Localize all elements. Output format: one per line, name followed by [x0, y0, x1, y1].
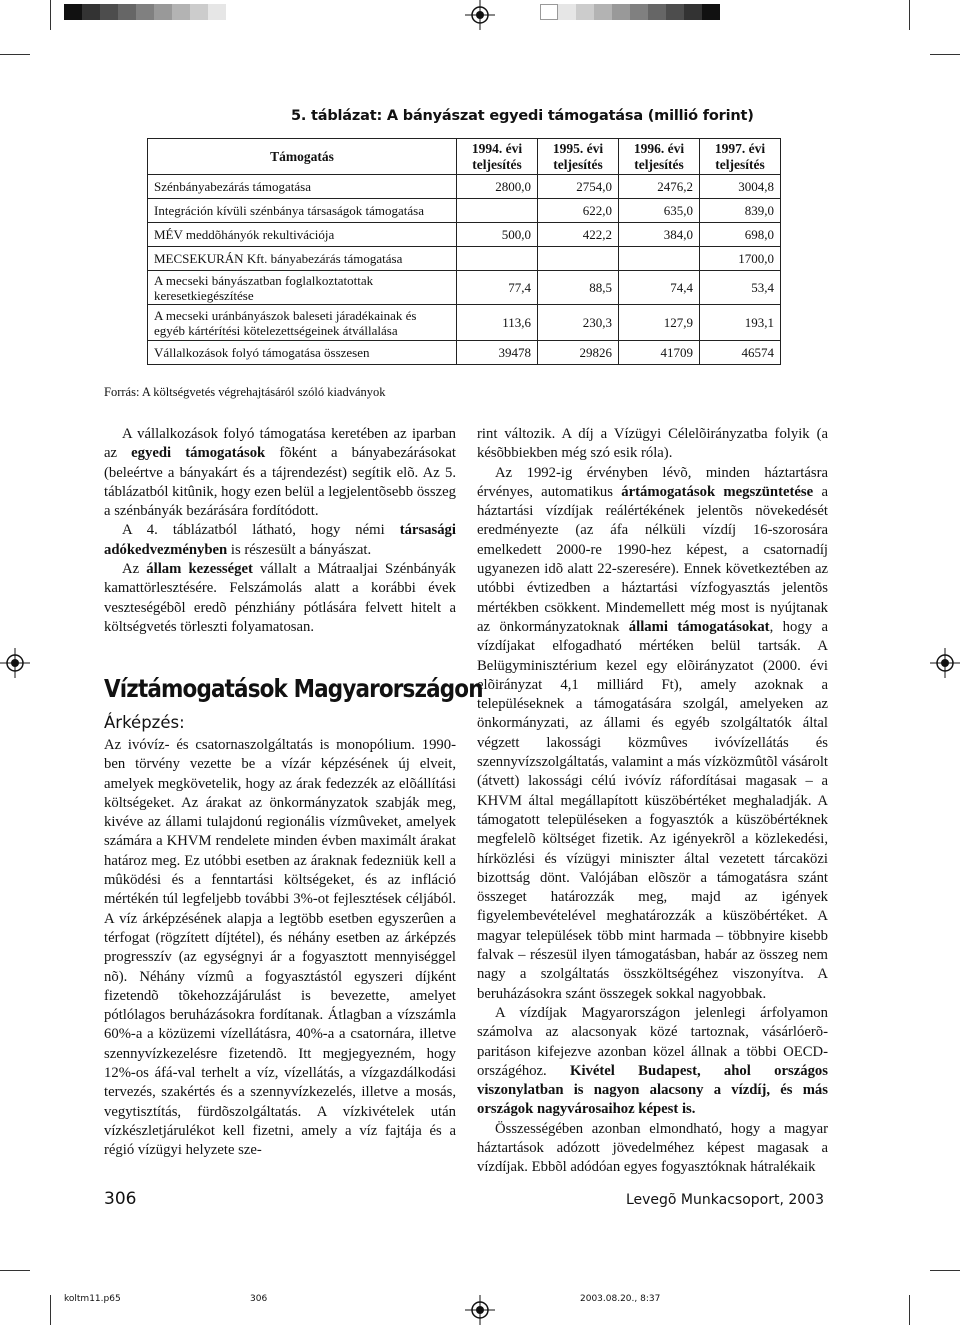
table-source: Forrás: A költségvetés végrehajtásáról szóló kiadványok: [104, 385, 386, 399]
crop-mark: [0, 1270, 30, 1271]
table-header-year: 1996. évi teljesítés: [619, 139, 700, 175]
crop-mark: [930, 1270, 960, 1271]
cell-1994: [457, 199, 538, 223]
paragraph: A 4. táblázatból látható, hogy némi társasági adókedvezményben is részesült a bányászat.: [104, 522, 456, 558]
paragraph: A vállalkozások folyó támogatása keretében az iparban az egyedi támogatások fõként a bányabezárásokat (beleértve a bányakárt és a tájrendezést) segítik elõ. Az 5. táblázatból kitûnik, hogy ezen belül a legjelentõsebb összeg a szénbányák bezárására fordítódott.: [104, 426, 456, 520]
cell-1994: 39478: [457, 341, 538, 365]
slug-file: koltm11.p65: [64, 1294, 121, 1304]
crop-mark: [909, 1295, 910, 1325]
cell-1994: 77,4: [457, 271, 538, 305]
slug-timestamp: 2003.08.20., 8:37: [580, 1294, 661, 1304]
crop-mark: [909, 0, 910, 30]
table-header-row: [148, 139, 781, 175]
slug-page: 306: [250, 1294, 268, 1304]
color-bar: [64, 4, 244, 20]
row-label: Integráción kívüli szénbánya társaságok támogatása: [148, 199, 457, 223]
cell-1995: 622,0: [538, 199, 619, 223]
paragraph: Az ivóvíz- és csatornaszolgáltatás is monopólium. 1990-ben törvény vezette be a vízár képzésének új elveit, amelyek megkövetelik, hogy az árak fedezzék az elõállítási költségeket. Az árakat az önkormányzatok szabják meg, kivéve az állami tulajdonú regionális vízmûveket, amelyek számára a KHVM rendelete minden évben maximált árakat határoz meg. Ez utóbbi esetben az áraknak fedezniük kell a mûködési és a fenntartási költségeket, és az infláció mértékén túl legfeljebb további 3%-ot fejlesztések céljából. A víz árképzésének alapja a legtöbb esetben egyszerûen a térfogat (rögzített díjtétel), és néhány esetben az árképzés progresszív (az egységnyi ár a fogyasztott mennyiséggel nõ). Néhány vízmû a fogyasztástól egyszeri díjként fizetendõ tõkehozzájárulást is bevezette, amelyet pótlólagos beruházásokra fordítanak. Átlagban a vízszámla 60%-a a közüzemi vízellátásra, 40%-a a csatornára, illetve szennyvízkezelésre fizetendõ. Itt megjegyezném, hogy 12%-os áfá-val terhelt a víz, vízellátás, a vízgazdálkodási tervezés, szakértés és a szennyvízkezelés, illetve a mosás, vegytisztítás, fürdõszolgáltatás. A vízkivételek után vízkészletjárulékot kell fizetni, amely a víz fajtája és a régió vízügyi helyzete sze-: [104, 737, 456, 1159]
cell-1996: 2476,2: [619, 175, 700, 199]
crop-mark: [0, 54, 30, 55]
cell-1997: 1700,0: [700, 247, 781, 271]
cell-1995: [538, 247, 619, 271]
cell-1997: 53,4: [700, 271, 781, 305]
row-label: Szénbányabezárás támogatása: [148, 175, 457, 199]
section-subheading: Árképzés:: [104, 713, 185, 732]
table-header-year: 1994. évi teljesítés: [457, 139, 538, 175]
crop-mark: [50, 1295, 51, 1325]
paragraph: Összességében azonban elmondható, hogy a magyar háztartások adózott jövedelméhez képest magasak a vízdíjak. Ebbõl adódóan egyes fogyasztóknak hátralékaik: [477, 1120, 828, 1176]
row-label: A mecseki uránbányászok baleseti járadékainak és egyéb kártérítési kötelezettségeinek átvállalása: [148, 305, 457, 341]
registration-mark-icon: [930, 648, 960, 678]
cell-1997: 698,0: [700, 223, 781, 247]
cell-1996: [619, 247, 700, 271]
cell-1997: 46574: [700, 341, 781, 365]
cell-1997: 193,1: [700, 305, 781, 341]
cell-1996: 74,4: [619, 271, 700, 305]
cell-1996: 384,0: [619, 223, 700, 247]
cell-1995: 88,5: [538, 271, 619, 305]
cell-1995: 230,3: [538, 305, 619, 341]
table-row: [148, 175, 781, 199]
registration-mark-icon: [465, 1295, 495, 1325]
section-heading: Víztámogatások Magyarországon: [104, 674, 483, 703]
cell-1997: 839,0: [700, 199, 781, 223]
cell-1994: 2800,0: [457, 175, 538, 199]
table-title: 5. táblázat: A bányászat egyedi támogatása (millió forint): [291, 108, 754, 124]
paragraph: A vízdíjak Magyarországon jelenlegi árfolyamon számolva az alacsonyak közé tartoznak, vásárlóerõ-paritáson kifejezve azonban közel állnak a többi OECD-országéhoz. Kivétel Budapest, ahol országos viszonylatban is nagyon alacsony a vízdíj, és más országok nagyvárosaihoz képest is.: [477, 1004, 828, 1118]
cell-1996: 127,9: [619, 305, 700, 341]
cell-1996: 635,0: [619, 199, 700, 223]
cell-1994: 113,6: [457, 305, 538, 341]
table-header-label: Támogatás: [148, 139, 457, 175]
cell-1996: 41709: [619, 341, 700, 365]
table-row: [148, 271, 781, 305]
row-label: A mecseki bányászatban foglalkoztatottak keresetkiegészítése: [148, 271, 457, 305]
row-label: Vállalkozások folyó támogatása összesen: [148, 341, 457, 365]
crop-mark: [50, 0, 51, 30]
row-label: MÉV meddõhányók rekultivációja: [148, 223, 457, 247]
crop-mark: [930, 54, 960, 55]
table-row: [148, 305, 781, 341]
cell-1995: 2754,0: [538, 175, 619, 199]
cell-1995: 422,2: [538, 223, 619, 247]
cell-1995: 29826: [538, 341, 619, 365]
left-column-bottom: [104, 736, 456, 1161]
registration-mark-icon: [0, 648, 30, 678]
cell-1994: [457, 247, 538, 271]
table-row: [148, 247, 781, 271]
page-number: 306: [104, 1189, 137, 1209]
table-total-row: [148, 341, 781, 365]
table-row: [148, 199, 781, 223]
subsidy-table: [147, 138, 781, 365]
color-bar-right: [540, 4, 720, 20]
publisher: Levegõ Munkacsoport, 2003: [625, 1192, 824, 1208]
right-column: [477, 425, 828, 1178]
table-header-year: 1997. évi teljesítés: [700, 139, 781, 175]
left-column-top: [104, 425, 456, 637]
table-row: [148, 223, 781, 247]
table-header-year: 1995. évi teljesítés: [538, 139, 619, 175]
cell-1994: 500,0: [457, 223, 538, 247]
paragraph: Az állam kezességet vállalt a Mátraaljai Szénbányák kamattörlesztésére. Felszámolás alatt a korábbi évek veszteségébõl eredõ pénzhiány pótlására felvett hitelt a költségvetés törleszti folyamatosan.: [104, 561, 456, 635]
paragraph: Az 1992-ig érvényben lévõ, minden háztartásra érvényes, automatikus ártámogatások megszüntetése a háztartási vízdíjak reálértékének jelentõs növekedését eredményezte (az áfa nélküli vízdíj 16-szorosára emelkedett 2000-re 1990-hez képest, a csatornadíj ugyanezen idõ alatt 22-szeresére). Ennek következtében az utóbbi évtizedben a háztartási vízfogyasztás jelentõs mértékben csökkent. Mindemellett még most is nyújtanak az önkormányzatoknak állami támogatásokat, hogy a vízdíjakat elfogadható mértéken belül tartsák. A Belügyminisztérium kezel egy elõirányzatot (2000. évi elõirányzat 4,1 milliárd Ft), amely azoknak a településeknek a támogatására szolgál, amelyeken az önkormányzati, az állami és egyéb szolgáltatók által végzett lakossági közmûves ivóvízellátás és szennyvízszolgáltatás, valamint a más vízközmûtõl vásárolt (átvett) lakossági célú ivóvíz ráfordításai magasak – a KHVM által megállapított küszöbértéket meghaladják. A támogatott településeken a fogyasztók a küszöbértéknek megfelelõ költséget fizetik. Az igényekrõl a közlekedési, hírközlési és vízügyi miniszter által vezetett tárcaközi bizottság dönt. Valójában elõször a támogatásra szánt összeget határozzák meg, majd az igények figyelembevételével meghatározzák a küszöbértéket. A magyar települések több mint harmada – többnyire kisebb falvak – részesül ilyen támogatásban, habár az összeg nem nagy a szolgáltatás összköltségéhez viszonyítva. A beruházásokra szánt összegek sokkal nagyobbak.: [477, 464, 828, 1002]
cell-1997: 3004,8: [700, 175, 781, 199]
paragraph: rint változik. A díj a Vízügyi Célelõirányzatba folyik (a késõbbiekben még szó esik róla).: [477, 426, 828, 462]
registration-mark-icon: [465, 0, 495, 30]
row-label: MECSEKURÁN Kft. bányabezárás támogatása: [148, 247, 457, 271]
